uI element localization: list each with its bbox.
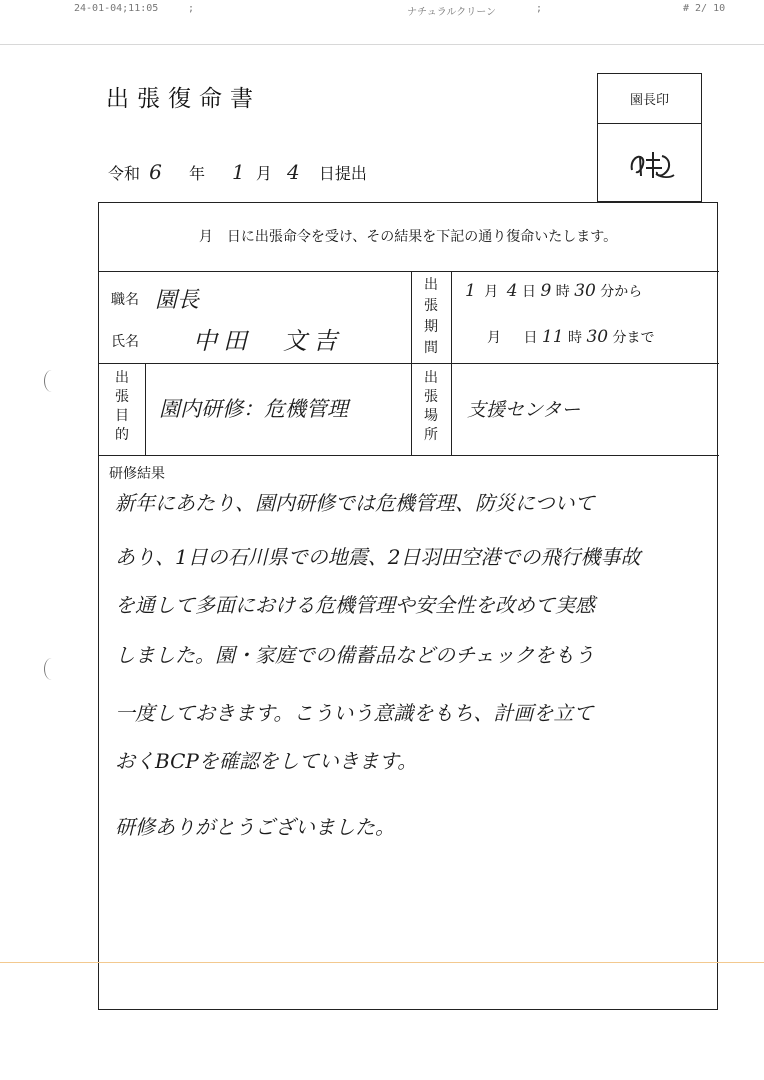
punch-hole-mark <box>44 658 59 680</box>
to-hour: 11 <box>541 327 564 347</box>
fax-header <box>0 0 764 22</box>
day-label: 日 <box>522 284 537 300</box>
fax-sender: ナチュラルクリーン <box>407 7 496 18</box>
fax-page-number: # 2/ 10 <box>683 3 726 14</box>
row-divider <box>99 271 719 272</box>
row-divider <box>99 363 719 364</box>
year-label: 年 <box>188 164 205 183</box>
fax-header-rule <box>0 44 764 45</box>
order-sentence: 月 日に出張命令を受け、その結果を下記の通り復命いたします。 <box>198 229 618 245</box>
place-label: 出張場所 <box>424 370 438 443</box>
period-from <box>465 281 642 301</box>
page-title: 出張復命書 <box>106 86 261 112</box>
purpose-value: 園内研修：危機管理 <box>159 397 348 421</box>
fax-separator: ; <box>536 3 543 14</box>
from-minute: 30 <box>574 281 596 301</box>
signature-seal-icon <box>626 148 676 182</box>
results-line: あり、1日の石川県での地震、2日羽田空港での飛行機事故 <box>115 545 641 569</box>
day-label: 日 <box>523 330 538 346</box>
hour-label: 時 <box>555 284 570 300</box>
place-value: 支援センター <box>467 399 581 421</box>
from-day: 4 <box>506 281 518 301</box>
day-label: 日提出 <box>318 164 367 183</box>
year-value: 6 <box>149 160 162 184</box>
era-label: 令和 <box>108 164 141 183</box>
principal-stamp-box <box>597 73 702 202</box>
period-label: 出張期間 <box>424 277 438 356</box>
results-line: 研修ありがとうございました。 <box>115 815 395 839</box>
to-minute: 30 <box>586 327 609 347</box>
results-line: 新年にあたり、園内研修では危機管理、防災について <box>115 491 595 515</box>
minute-label: 分まで <box>612 330 655 346</box>
row-divider <box>99 455 719 456</box>
name-value: 中田 文吉 <box>193 327 343 355</box>
purpose-label: 出張目的 <box>115 370 129 443</box>
fax-separator: ; <box>188 3 195 14</box>
from-month: 1 <box>465 281 476 301</box>
position-label: 職名 <box>111 292 139 308</box>
column-divider <box>145 363 146 455</box>
position-value: 園長 <box>155 288 200 313</box>
results-line: を通して多面における危機管理や安全性を改めて実感 <box>115 593 595 617</box>
report-form <box>98 202 718 1010</box>
stamp-label: 園長印 <box>598 74 701 124</box>
fax-timestamp: 24-01-04;11:05 <box>74 3 159 14</box>
minute-label: 分から <box>600 284 643 300</box>
month-label: 月 <box>487 330 501 346</box>
column-divider <box>411 271 412 455</box>
scan-artifact-line <box>0 962 764 963</box>
column-divider <box>451 271 452 455</box>
from-hour: 9 <box>540 281 552 301</box>
punch-hole-mark <box>44 370 59 392</box>
results-line: おくBCPを確認をしていきます。 <box>115 749 418 773</box>
results-line: 一度しておきます。こういう意識をもち、計画を立て <box>115 701 594 725</box>
results-line: しました。園・家庭での備蓄品などのチェックをもう <box>115 643 595 667</box>
month-label: 月 <box>484 284 499 300</box>
hour-label: 時 <box>568 330 582 346</box>
month-value: 1 <box>232 160 245 184</box>
results-label: 研修結果 <box>109 466 165 482</box>
month-label: 月 <box>255 164 272 183</box>
submission-date <box>108 160 367 184</box>
day-value: 4 <box>286 160 300 184</box>
name-label: 氏名 <box>111 334 139 350</box>
period-to <box>487 327 655 347</box>
